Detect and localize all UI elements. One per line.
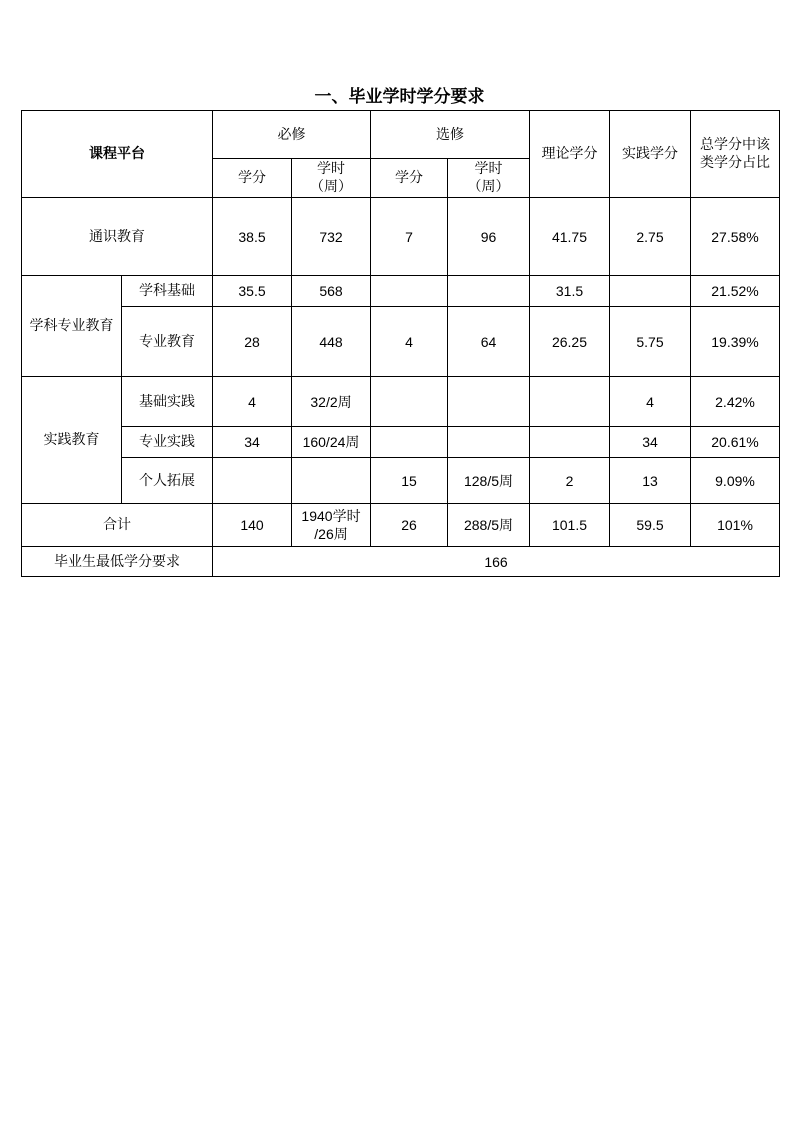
header-req-credits: 学分 — [213, 159, 292, 198]
basic-practice-practice: 4 — [610, 377, 691, 427]
major-practice-req-credits: 34 — [213, 427, 292, 458]
total-theory: 101.5 — [530, 504, 610, 547]
foundation-elec-credits — [371, 276, 448, 307]
major-practice-theory — [530, 427, 610, 458]
header-elec-hours-line2: （周） — [467, 179, 510, 195]
major-edu-elec-hours: 64 — [448, 307, 530, 377]
header-req-hours-line1: 学时 — [317, 161, 345, 177]
general-theory: 41.75 — [530, 198, 610, 276]
foundation-theory: 31.5 — [530, 276, 610, 307]
total-elec-hours: 288/5周 — [448, 504, 530, 547]
header-elec-credits: 学分 — [371, 159, 448, 198]
page-title: 一、毕业学时学分要求 — [314, 87, 485, 107]
row-discipline-major — [22, 307, 780, 377]
major-practice-elec-hours — [448, 427, 530, 458]
minimum-value: 166 — [213, 547, 780, 577]
total-req-hours-line2: /26周 — [314, 526, 348, 542]
total-label: 合计 — [22, 504, 213, 547]
major-practice-req-hours: 160/24周 — [292, 427, 371, 458]
header-share-line1: 总学分中该 — [700, 137, 770, 153]
foundation-label: 学科基础 — [122, 276, 213, 307]
general-req-credits: 38.5 — [213, 198, 292, 276]
personal-req-hours — [292, 458, 371, 504]
graduation-requirements-table — [21, 110, 780, 577]
general-practice: 2.75 — [610, 198, 691, 276]
header-practice-credits: 实践学分 — [610, 111, 691, 198]
general-elec-credits: 7 — [371, 198, 448, 276]
major-practice-practice: 34 — [610, 427, 691, 458]
header-elec-hours — [448, 159, 530, 198]
row-minimum-requirement — [22, 547, 780, 577]
general-share: 27.58% — [691, 198, 780, 276]
personal-share: 9.09% — [691, 458, 780, 504]
practice-group-label: 实践教育 — [22, 377, 122, 504]
row-discipline-foundation — [22, 276, 780, 307]
header-row-1 — [22, 111, 780, 159]
header-req-hours-line2: （周） — [310, 179, 352, 195]
general-elec-hours: 96 — [448, 198, 530, 276]
row-total — [22, 504, 780, 547]
major-practice-elec-credits — [371, 427, 448, 458]
total-elec-credits: 26 — [371, 504, 448, 547]
major-edu-theory: 26.25 — [530, 307, 610, 377]
row-practice-personal — [22, 458, 780, 504]
header-elec-hours-line1: 学时 — [474, 161, 503, 177]
header-share — [691, 111, 780, 198]
discipline-group-label: 学科专业教育 — [22, 276, 122, 377]
basic-practice-elec-credits — [371, 377, 448, 427]
major-edu-label: 专业教育 — [122, 307, 213, 377]
major-practice-label: 专业实践 — [122, 427, 213, 458]
major-edu-elec-credits: 4 — [371, 307, 448, 377]
basic-practice-elec-hours — [448, 377, 530, 427]
basic-practice-label: 基础实践 — [122, 377, 213, 427]
general-req-hours: 732 — [292, 198, 371, 276]
row-general-education — [22, 198, 780, 276]
general-label: 通识教育 — [22, 198, 213, 276]
header-platform: 课程平台 — [22, 111, 213, 198]
basic-practice-req-credits: 4 — [213, 377, 292, 427]
total-req-hours-line1: 1940学时 — [301, 508, 361, 524]
foundation-elec-hours — [448, 276, 530, 307]
total-req-hours — [292, 504, 371, 547]
row-practice-major — [22, 427, 780, 458]
total-practice: 59.5 — [610, 504, 691, 547]
header-share-line2: 类学分占比 — [700, 155, 770, 171]
header-theory-credits: 理论学分 — [530, 111, 610, 198]
foundation-share: 21.52% — [691, 276, 780, 307]
major-edu-req-credits: 28 — [213, 307, 292, 377]
foundation-req-credits: 35.5 — [213, 276, 292, 307]
basic-practice-req-hours: 32/2周 — [292, 377, 371, 427]
personal-label: 个人拓展 — [122, 458, 213, 504]
foundation-req-hours: 568 — [292, 276, 371, 307]
personal-elec-hours: 128/5周 — [448, 458, 530, 504]
header-required: 必修 — [213, 111, 371, 159]
minimum-label: 毕业生最低学分要求 — [22, 547, 213, 577]
personal-practice: 13 — [610, 458, 691, 504]
major-edu-req-hours: 448 — [292, 307, 371, 377]
personal-elec-credits: 15 — [371, 458, 448, 504]
major-edu-share: 19.39% — [691, 307, 780, 377]
basic-practice-share: 2.42% — [691, 377, 780, 427]
total-share: 101% — [691, 504, 780, 547]
personal-theory: 2 — [530, 458, 610, 504]
header-elective: 选修 — [371, 111, 530, 159]
row-practice-basic — [22, 377, 780, 427]
total-req-credits: 140 — [213, 504, 292, 547]
major-edu-practice: 5.75 — [610, 307, 691, 377]
major-practice-share: 20.61% — [691, 427, 780, 458]
header-req-hours — [292, 159, 371, 198]
basic-practice-theory — [530, 377, 610, 427]
foundation-practice — [610, 276, 691, 307]
personal-req-credits — [213, 458, 292, 504]
